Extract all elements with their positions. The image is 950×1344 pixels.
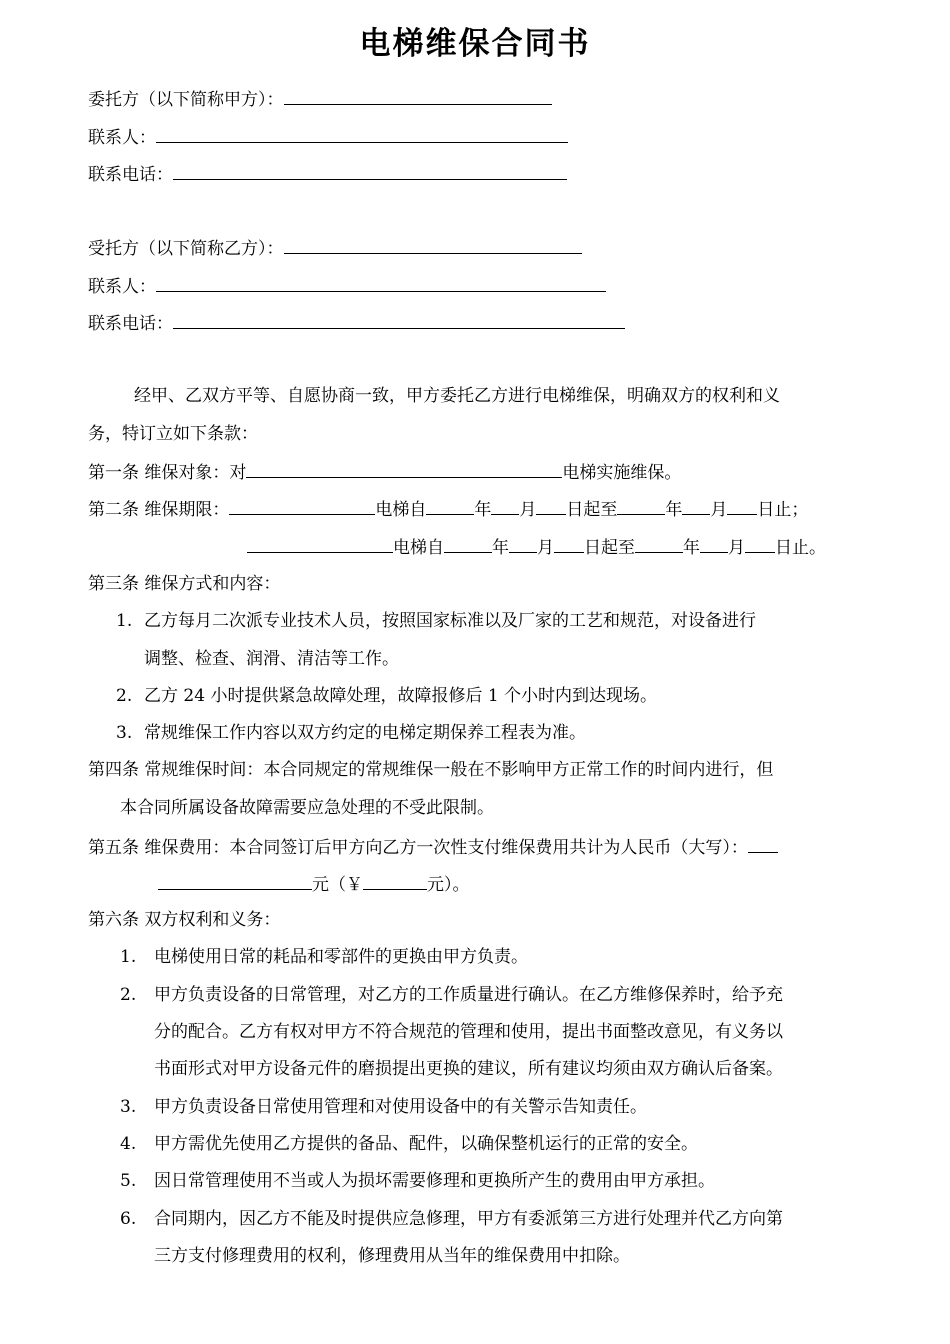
text-elevator-from: 电梯自 [393, 538, 444, 558]
list-number: 5. [120, 1171, 137, 1191]
item-text: 甲方负责设备日常使用管理和对使用设备中的有关警示告知责任。 [154, 1097, 647, 1117]
text-year: 年 [665, 500, 683, 520]
text-year: 年 [474, 500, 492, 520]
article-6-item-4 [120, 1132, 698, 1156]
party-b-contact-line [88, 273, 606, 299]
from-day-blank-1[interactable] [536, 496, 566, 515]
article-6-item-2-cont-1: 分的配合。乙方有权对甲方不符合规范的管理和使用，提出书面整改意见，有义务以 [154, 1022, 783, 1042]
party-b-blank[interactable] [284, 235, 582, 254]
text-month: 月 [710, 500, 728, 520]
list-number: 2. [116, 686, 133, 706]
party-a-contact-blank[interactable] [156, 124, 568, 143]
text-yuan-end: 元）。 [427, 875, 470, 895]
article-6-item-5 [120, 1169, 715, 1193]
article-5-line-2 [158, 871, 470, 897]
list-number: 6. [120, 1209, 137, 1229]
item-text: 合同期内，因乙方不能及时提供应急修理，甲方有委派第三方进行处理并代乙方向第 [154, 1209, 783, 1229]
article-1-tail: 电梯实施维保。 [562, 463, 682, 483]
text-day-to: 日止； [757, 500, 809, 520]
article-6-item-6 [120, 1207, 783, 1231]
article-3-item-3 [116, 721, 586, 745]
party-a-blank[interactable] [284, 86, 552, 105]
article-3-item-2 [116, 684, 657, 708]
article-6-item-6-cont: 三方支付修理费用的权利，修理费用从当年的维保费用中扣除。 [154, 1246, 630, 1266]
from-month-blank-2[interactable] [509, 534, 537, 553]
fee-words-blank[interactable] [748, 834, 778, 853]
article-2-line-2 [247, 534, 826, 560]
list-number: 3. [116, 723, 133, 743]
to-year-blank-2[interactable] [635, 534, 683, 553]
article-6-item-1 [120, 945, 528, 969]
text-yuan: 元（￥ [312, 875, 363, 895]
to-day-blank-1[interactable] [727, 496, 757, 515]
party-b-contact-blank[interactable] [156, 273, 606, 292]
article-6-item-3 [120, 1095, 647, 1119]
intro-line-1: 经甲、乙双方平等、自愿协商一致，甲方委托乙方进行电梯维保，明确双方的权利和义 [134, 386, 780, 406]
fee-number-blank[interactable] [363, 871, 427, 890]
text-year: 年 [492, 538, 509, 558]
text-month: 月 [728, 538, 745, 558]
item-text: 常规维保工作内容以双方约定的电梯定期保养工程表为准。 [144, 723, 586, 743]
list-number: 3. [120, 1097, 137, 1117]
list-number: 1. [120, 947, 137, 967]
article-4-line-2: 本合同所属设备故障需要应急处理的不受此限制。 [120, 798, 494, 818]
article-2-line-1 [88, 496, 808, 522]
party-b-label: 受托方（以下简称乙方）： [88, 239, 284, 259]
elevator-blank-1[interactable] [229, 496, 375, 515]
item-text: 甲方需优先使用乙方提供的备品、配件，以确保整机运行的正常的安全。 [154, 1134, 698, 1154]
party-b-contact-label: 联系人： [88, 277, 156, 297]
to-month-blank-1[interactable] [682, 496, 710, 515]
from-year-blank-1[interactable] [426, 496, 474, 515]
item-text: 乙方每月二次派专业技术人员，按照国家标准以及厂家的工艺和规范，对设备进行 [144, 611, 756, 631]
article-3-item-1-cont: 调整、检查、润滑、清洁等工作。 [144, 649, 399, 669]
article-6-item-2 [120, 983, 783, 1007]
elevator-blank-2[interactable] [247, 534, 393, 553]
list-number: 1. [116, 611, 133, 631]
article-4-line-1: 第四条 常规维保时间：本合同规定的常规维保一般在不影响甲方正常工作的时间内进行，但 [88, 760, 774, 780]
to-month-blank-2[interactable] [700, 534, 728, 553]
article-1-blank[interactable] [246, 459, 562, 478]
article-2-head: 第二条 维保期限： [88, 500, 230, 520]
item-text: 电梯使用日常的耗品和零部件的更换由甲方负责。 [154, 947, 528, 967]
article-1 [88, 459, 681, 485]
list-number: 2. [120, 985, 137, 1005]
party-b-phone-blank[interactable] [173, 310, 625, 329]
to-day-blank-2[interactable] [745, 534, 775, 553]
intro-line-2: 务，特订立如下条款： [88, 424, 258, 444]
item-text: 乙方 24 小时提供紧急故障处理，故障报修后 1 个小时内到达现场。 [144, 686, 658, 706]
to-year-blank-1[interactable] [617, 496, 665, 515]
article-6-head: 第六条 双方权利和义务： [88, 910, 281, 930]
party-a-contact-line [88, 124, 568, 150]
party-b-phone-label: 联系电话： [88, 314, 173, 334]
fee-words-blank-cont[interactable] [158, 871, 312, 890]
article-5-line-1 [88, 834, 778, 860]
article-3-head: 第三条 维保方式和内容： [88, 574, 281, 594]
article-3-item-1 [116, 609, 756, 633]
article-6-item-2-cont-2: 书面形式对甲方设备元件的磨损提出更换的建议，所有建议均须由双方确认后备案。 [154, 1059, 783, 1079]
party-a-phone-label: 联系电话： [88, 165, 173, 185]
from-year-blank-2[interactable] [444, 534, 492, 553]
list-number: 4. [120, 1134, 137, 1154]
party-b-line [88, 235, 582, 261]
party-a-label: 委托方（以下简称甲方）： [88, 90, 284, 110]
party-a-phone-blank[interactable] [173, 161, 567, 180]
party-b-phone-line [88, 310, 625, 336]
text-day-from: 日起至 [584, 538, 635, 558]
item-text: 甲方负责设备的日常管理，对乙方的工作质量进行确认。在乙方维修保养时，给予充 [154, 985, 783, 1005]
article-1-head: 第一条 维保对象：对 [88, 463, 247, 483]
text-elevator-from: 电梯自 [375, 500, 427, 520]
article-5-text: 第五条 维保费用：本合同签订后甲方向乙方一次性支付维保费用共计为人民币（大写）： [88, 838, 748, 858]
party-a-contact-label: 联系人： [88, 128, 156, 148]
item-text: 因日常管理使用不当或人为损坏需要修理和更换所产生的费用由甲方承担。 [154, 1171, 715, 1191]
text-day-from: 日起至 [566, 500, 618, 520]
from-day-blank-2[interactable] [554, 534, 584, 553]
document-title: 电梯维保合同书 [359, 26, 591, 62]
text-month: 月 [537, 538, 554, 558]
party-a-line [88, 86, 552, 112]
text-month: 月 [519, 500, 537, 520]
party-a-phone-line [88, 161, 567, 187]
from-month-blank-1[interactable] [491, 496, 519, 515]
text-year: 年 [683, 538, 700, 558]
text-day-to: 日止。 [775, 538, 826, 558]
